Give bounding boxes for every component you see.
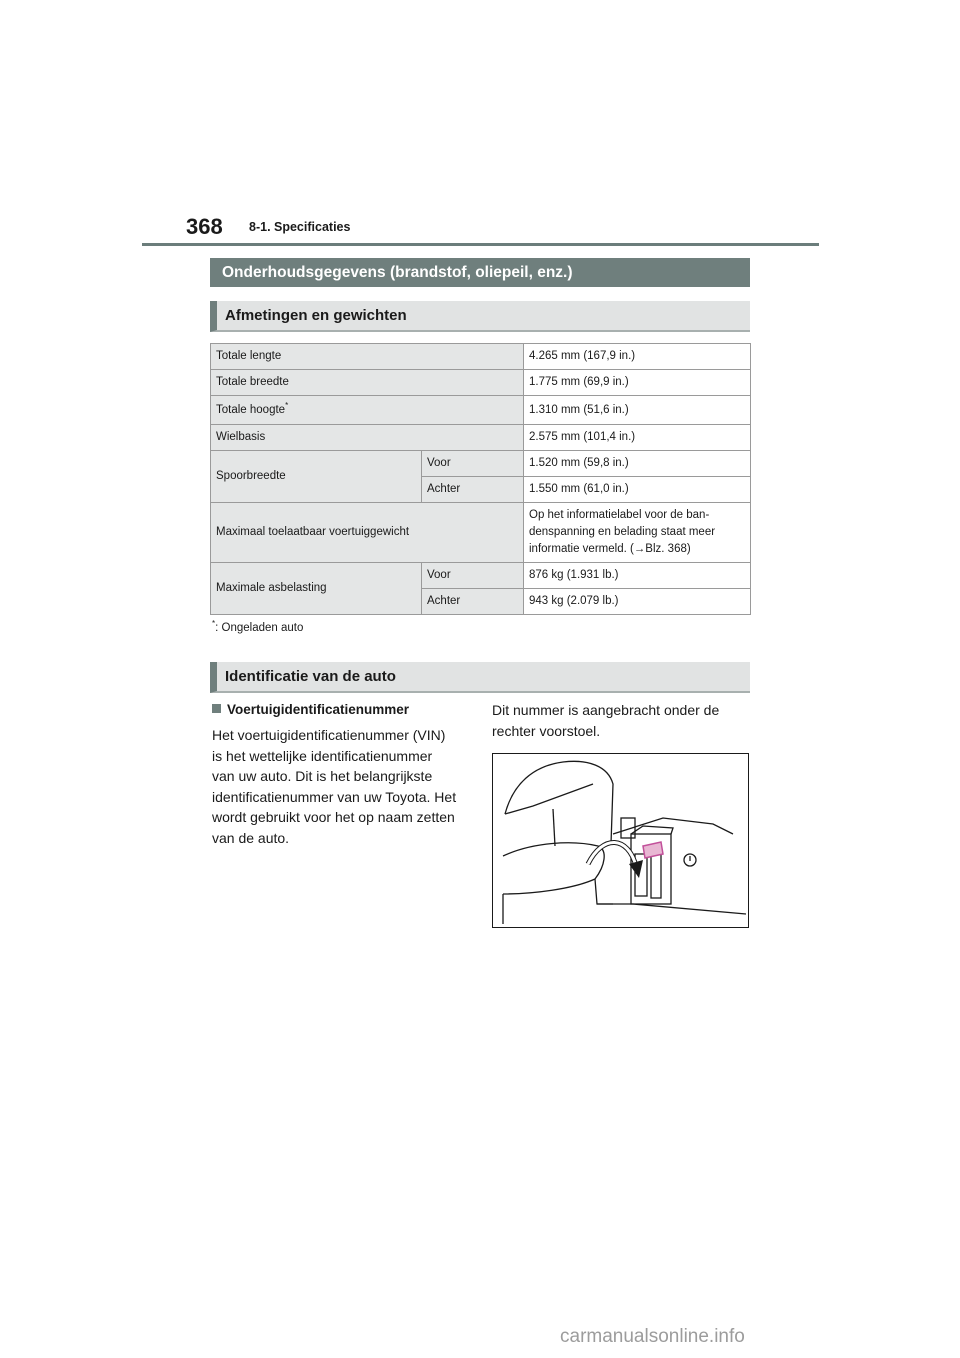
footnote-marker: * [285, 400, 289, 410]
text-line: wordt gebruikt voor het op naam zetten [212, 809, 455, 825]
row-label: Totale breedte [211, 370, 524, 396]
page-number: 368 [186, 214, 223, 239]
section-label: 8-1. Specificaties [249, 220, 351, 234]
table-row [211, 370, 751, 396]
row-label: Wielbasis [211, 425, 524, 451]
row-value: 1.775 mm (69,9 in.) [524, 370, 751, 396]
text-line: Dit nummer is aangebracht onder de [492, 702, 720, 718]
footnote-marker: * [212, 619, 216, 629]
seat-vin-illustration [492, 753, 749, 928]
table-row [211, 503, 751, 563]
row-sublabel: Achter [422, 477, 524, 503]
table-row [211, 563, 751, 589]
text-line: van uw auto. Dit is het belangrijkste [212, 768, 433, 784]
row-label: Totale lengte [211, 344, 524, 370]
square-bullet-icon [212, 704, 221, 713]
row-value: 1.310 mm (51,6 in.) [524, 396, 751, 425]
row-value: 2.575 mm (101,4 in.) [524, 425, 751, 451]
row-label-cell [211, 396, 524, 425]
row-label: Spoorbreedte [211, 451, 422, 503]
row-value [524, 503, 751, 563]
value-line: denspanning en belading staat meer [529, 526, 716, 538]
main-heading: Onderhoudsgegevens (brandstof, oliepeil, enz.) [210, 258, 750, 287]
table-row [211, 451, 751, 477]
vin-description [212, 725, 467, 848]
vin-title [212, 702, 409, 717]
text-line: rechter voorstoel. [492, 722, 601, 739]
text-line: van de auto. [212, 829, 290, 846]
text-line: is het wettelijke identificatienummer [212, 747, 433, 764]
value-line: informatie vermeld. (→Blz. 368) [529, 543, 691, 555]
row-value: 876 kg (1.931 lb.) [524, 563, 751, 589]
vin-title-text: Voertuigidentificatienummer [227, 702, 410, 717]
row-sublabel: Voor [422, 563, 524, 589]
footnote [212, 619, 304, 634]
row-value: 943 kg (2.079 lb.) [524, 589, 751, 615]
row-value: 4.265 mm (167,9 in.) [524, 344, 751, 370]
row-label: Maximale asbelasting [211, 563, 422, 615]
text-line: Het voertuigidentificatienummer (VIN) [212, 727, 446, 743]
seat-illustration [493, 754, 748, 927]
row-label: Maximaal toelaatbaar voertuiggewicht [211, 503, 524, 563]
row-label: Totale hoogte [216, 403, 286, 416]
value-line: Op het informatielabel voor de ban- [529, 509, 710, 521]
identification-heading: Identificatie van de auto [210, 662, 750, 693]
table-row [211, 396, 751, 425]
watermark: carmanualsonline.info [560, 1326, 745, 1347]
table-row [211, 344, 751, 370]
footnote-text: : Ongeladen auto [215, 622, 304, 634]
vin-location-text [492, 700, 750, 741]
dimensions-heading: Afmetingen en gewichten [210, 301, 750, 332]
table-row [211, 425, 751, 451]
row-value: 1.550 mm (61,0 in.) [524, 477, 751, 503]
row-sublabel: Voor [422, 451, 524, 477]
header-rule [142, 243, 819, 246]
row-value: 1.520 mm (59,8 in.) [524, 451, 751, 477]
text-line: identificatienummer van uw Toyota. Het [212, 788, 457, 805]
dimensions-table [210, 343, 751, 615]
row-sublabel: Achter [422, 589, 524, 615]
